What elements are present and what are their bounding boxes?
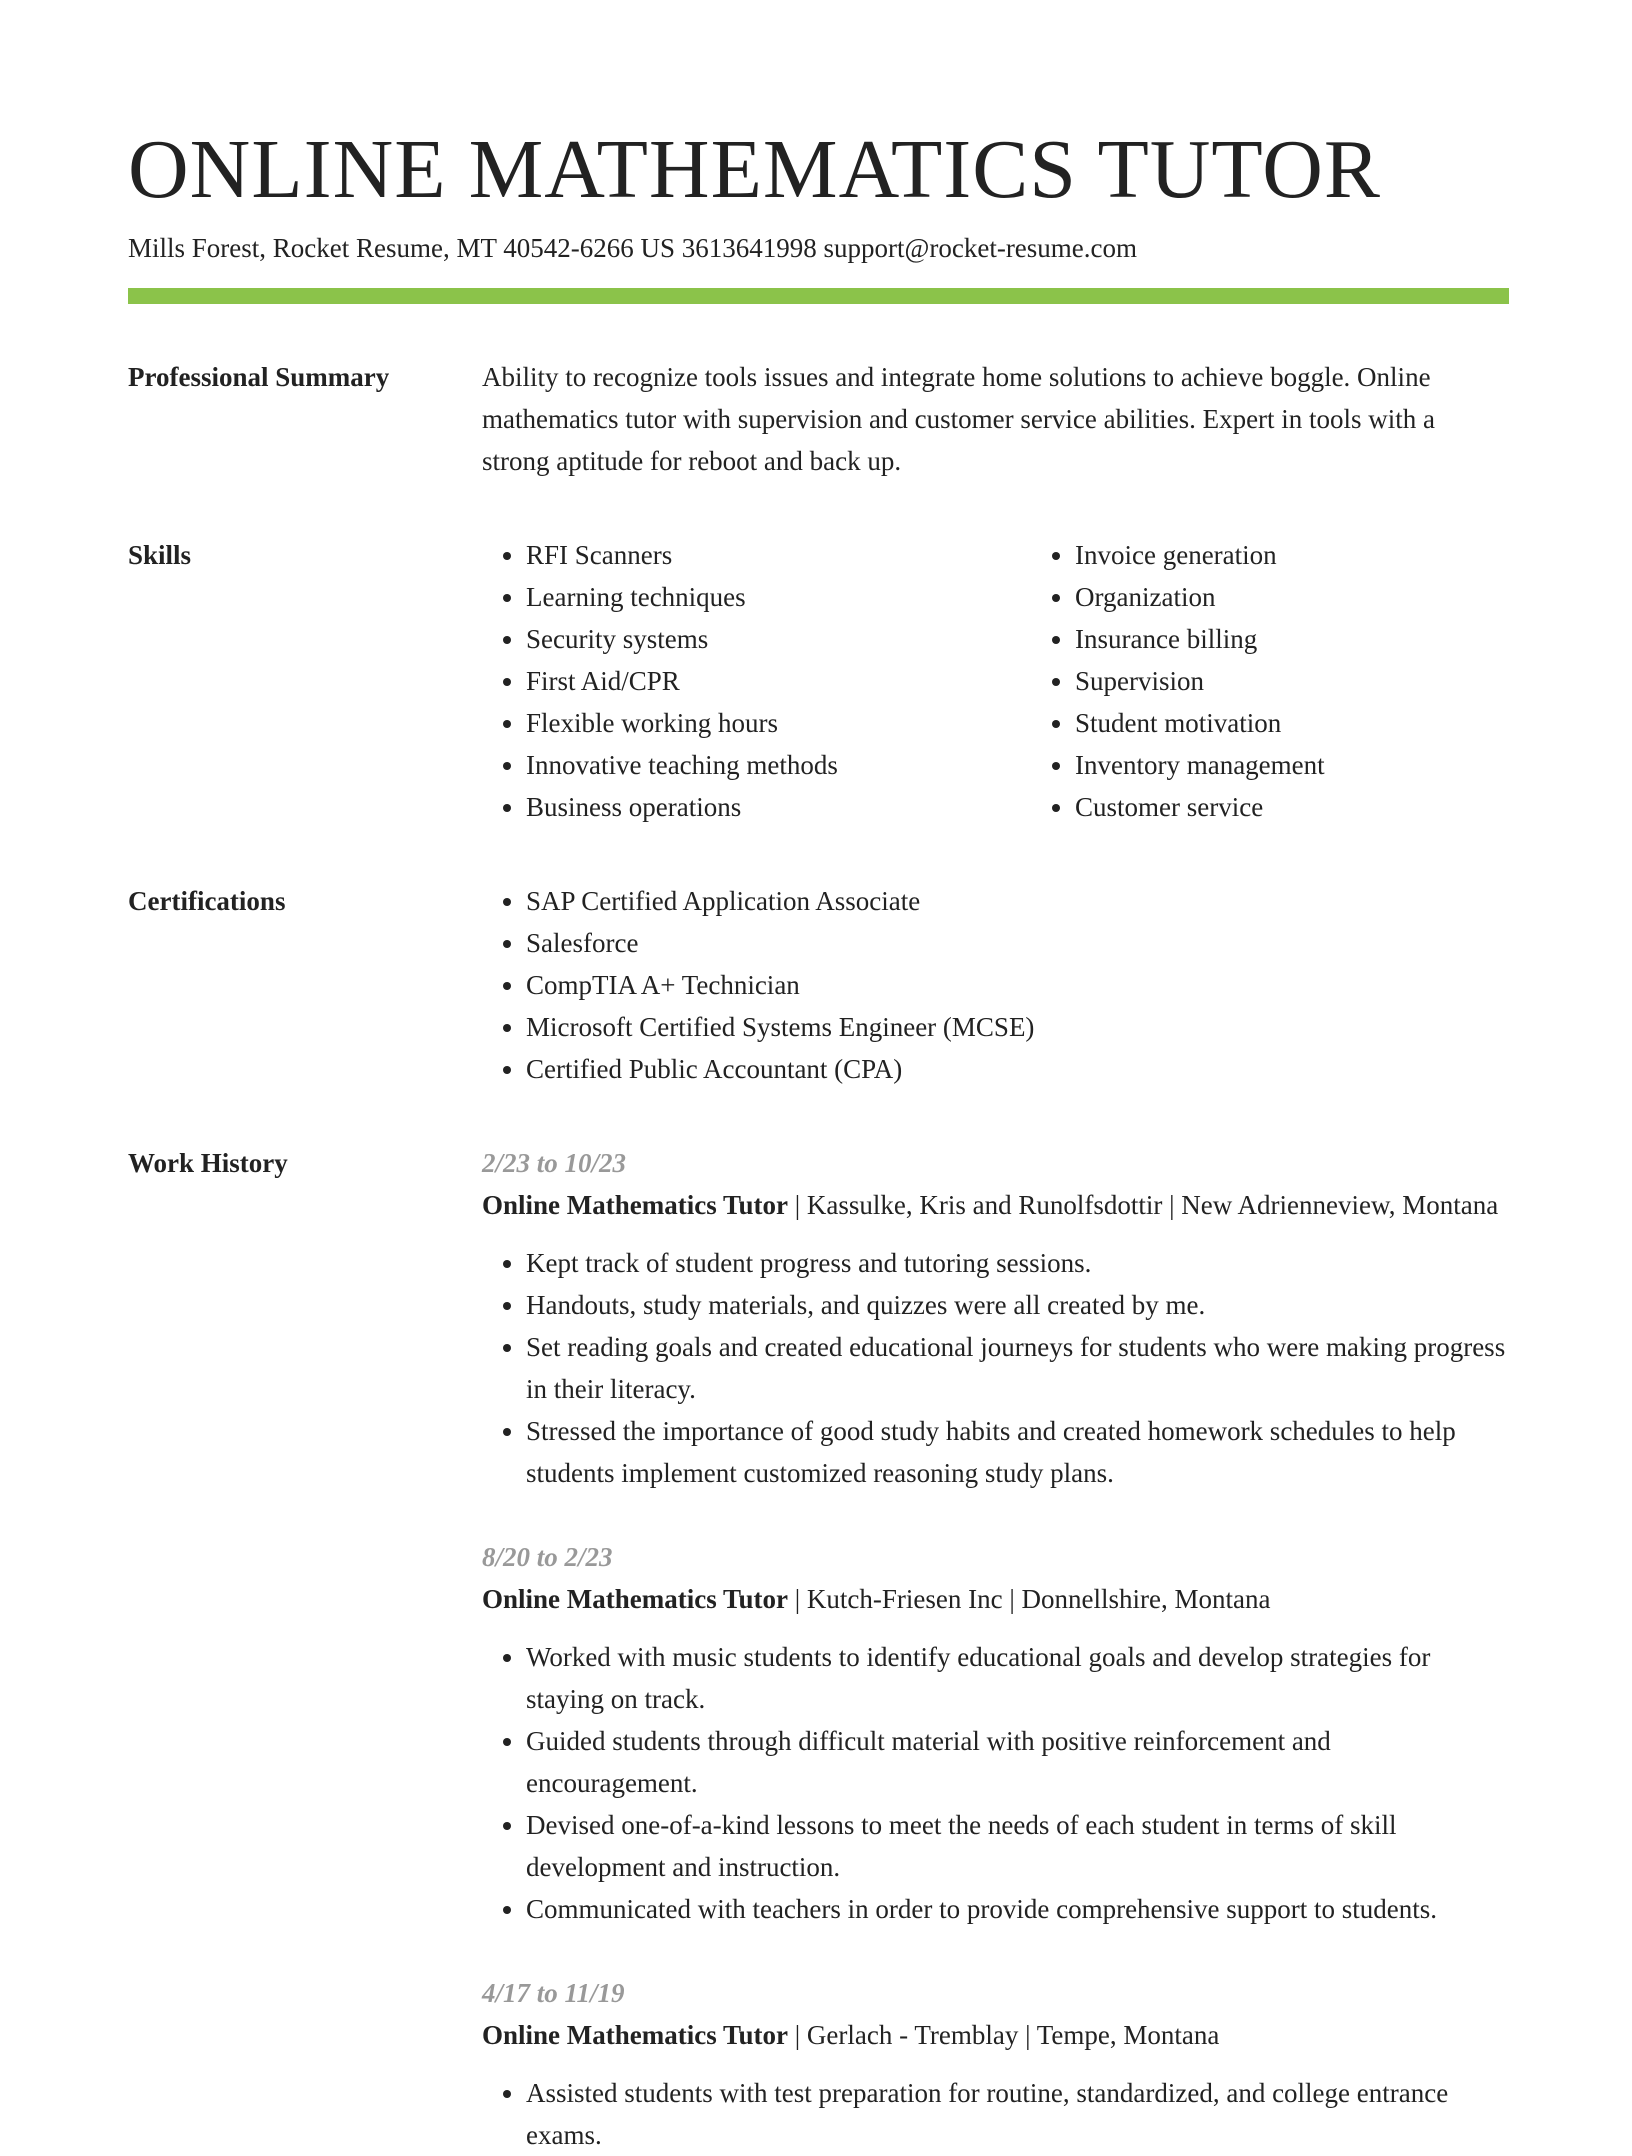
skill-item: • RFI Scanners	[526, 534, 1031, 576]
skill-item: • Security systems	[526, 618, 1031, 660]
job-bullet: • Guided students through difficult material with positive reinforcement and encouragement.	[526, 1720, 1509, 1804]
summary-text: Ability to recognize tools issues and integrate home solutions to achieve boggle. Online mathematics tutor with supervision and customer service abilities. Expert in tools with a strong aptitude for reboot and back up.	[482, 362, 1436, 476]
work-history-section	[128, 1142, 1509, 2156]
section-label-work-history: Work History	[128, 1148, 288, 1178]
job-bullet: • Set reading goals and created educational journeys for students who were making progress in their literacy.	[526, 1326, 1509, 1410]
certification-item: • Salesforce	[526, 922, 1509, 964]
job-dates: 2/23 to 10/23	[482, 1148, 627, 1178]
skill-item: • Business operations	[526, 786, 1031, 828]
job-bullet: • Communicated with teachers in order to provide comprehensive support to students.	[526, 1888, 1509, 1930]
certification-item: • Certified Public Accountant (CPA)	[526, 1048, 1509, 1090]
job-dates: 8/20 to 2/23	[482, 1542, 613, 1572]
skill-item: • Student motivation	[1075, 702, 1325, 744]
skill-item: • Insurance billing	[1075, 618, 1325, 660]
accent-divider	[128, 288, 1509, 304]
skills-list-right	[1031, 534, 1325, 828]
certification-item: • CompTIA A+ Technician	[526, 964, 1509, 1006]
job-entry	[482, 1142, 1509, 1494]
resume-title: ONLINE MATHEMATICS TUTOR	[128, 123, 1381, 216]
job-entry	[482, 1972, 1509, 2156]
job-entry	[482, 1536, 1509, 1930]
job-heading	[482, 2014, 1509, 2056]
certification-item: • Microsoft Certified Systems Engineer (MCSE)	[526, 1006, 1509, 1048]
section-label-summary: Professional Summary	[128, 362, 390, 392]
skill-item: • Invoice generation	[1075, 534, 1325, 576]
certification-item: • SAP Certified Application Associate	[526, 880, 1509, 922]
summary-section	[128, 356, 1509, 482]
section-label-skills: Skills	[128, 540, 192, 570]
job-employer-location: | Gerlach - Tremblay | Tempe, Montana	[788, 2020, 1220, 2050]
work-history-list	[482, 1142, 1509, 2156]
job-title: Online Mathematics Tutor	[482, 1584, 789, 1614]
job-employer-location: | Kassulke, Kris and Runolfsdottir | New Adrienneview, Montana	[788, 1190, 1499, 1220]
job-bullet: • Worked with music students to identify educational goals and develop strategies for staying on track.	[526, 1636, 1509, 1720]
job-bullets	[482, 1242, 1509, 1494]
skill-item: • Innovative teaching methods	[526, 744, 1031, 786]
job-bullets	[482, 1636, 1509, 1930]
job-bullet: • Devised one-of-a-kind lessons to meet the needs of each student in terms of skill development and instruction.	[526, 1804, 1509, 1888]
certifications-section	[128, 880, 1509, 1090]
resume-page	[128, 120, 1509, 2156]
skills-list-left	[482, 534, 1031, 828]
job-bullet: • Assisted students with test preparation for routine, standardized, and college entrance exams.	[526, 2072, 1509, 2156]
section-label-certifications: Certifications	[128, 886, 286, 916]
skill-item: • Customer service	[1075, 786, 1325, 828]
skills-section	[128, 534, 1509, 828]
job-dates: 4/17 to 11/19	[482, 1978, 625, 2008]
job-bullets	[482, 2072, 1509, 2156]
skill-item: • Flexible working hours	[526, 702, 1031, 744]
job-bullet: • Handouts, study materials, and quizzes were all created by me.	[526, 1284, 1509, 1326]
skill-item: • Inventory management	[1075, 744, 1325, 786]
skill-item: • First Aid/CPR	[526, 660, 1031, 702]
skill-item: • Organization	[1075, 576, 1325, 618]
job-employer-location: | Kutch-Friesen Inc | Donnellshire, Montana	[788, 1584, 1271, 1614]
job-heading	[482, 1184, 1509, 1226]
job-heading	[482, 1578, 1509, 1620]
contact-line: Mills Forest, Rocket Resume, MT 40542-6266 US 3613641998 support@rocket-resume.com	[128, 233, 1138, 263]
job-title: Online Mathematics Tutor	[482, 1190, 789, 1220]
skill-item: • Learning techniques	[526, 576, 1031, 618]
job-bullet: • Stressed the importance of good study habits and created homework schedules to help students implement customized reasoning study plans.	[526, 1410, 1509, 1494]
certifications-list	[482, 880, 1509, 1090]
job-title: Online Mathematics Tutor	[482, 2020, 789, 2050]
skill-item: • Supervision	[1075, 660, 1325, 702]
job-bullet: • Kept track of student progress and tutoring sessions.	[526, 1242, 1509, 1284]
